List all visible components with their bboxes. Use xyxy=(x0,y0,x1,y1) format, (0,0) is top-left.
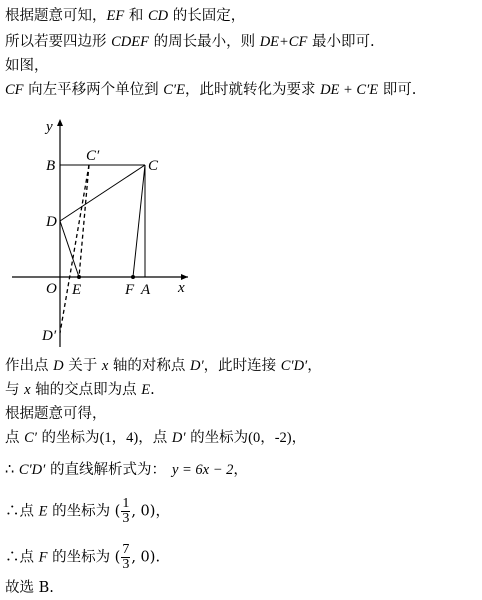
text-line-12 xyxy=(5,579,54,597)
math: E xyxy=(141,382,151,398)
text-line-5 xyxy=(5,357,322,375)
label-f: F xyxy=(125,282,135,298)
text: 的坐标为 xyxy=(36,430,100,446)
math: DE+CF xyxy=(259,34,308,50)
math: CD xyxy=(147,8,169,24)
text: ， xyxy=(291,430,307,446)
fraction-denominator: 3 xyxy=(122,557,130,572)
text-line-3 xyxy=(5,57,49,75)
text: 的直线解析式为： xyxy=(45,462,166,478)
text: 的坐标为 ( xyxy=(47,549,121,566)
segment-cf xyxy=(133,165,145,277)
text-line-9 xyxy=(5,461,248,479)
math: x xyxy=(101,358,109,374)
text: ， xyxy=(233,462,248,478)
text: ∴点 xyxy=(5,549,39,566)
fraction-numerator: 1 xyxy=(122,496,130,511)
math: C′D′ xyxy=(18,462,46,478)
text: 如图， xyxy=(5,58,49,74)
text: ，此时就转化为要求 xyxy=(184,82,321,98)
math: y = 6x − 2 xyxy=(171,462,234,478)
text: ， xyxy=(307,358,322,374)
text: , 0). xyxy=(131,549,161,566)
text: 根据题意可得， xyxy=(5,406,107,422)
text: 作出点 xyxy=(5,358,54,374)
text: 点 xyxy=(5,430,25,446)
label-c: C xyxy=(148,158,159,174)
math: CDEF xyxy=(111,34,149,50)
text-line-8 xyxy=(5,429,306,447)
text-line-6 xyxy=(5,381,155,399)
math: C′E xyxy=(163,82,185,98)
text-line-11 xyxy=(5,543,160,572)
math: E xyxy=(38,503,48,520)
text: ，此时连接 xyxy=(203,358,281,374)
text: ∴点 xyxy=(5,503,39,520)
math: DE + C′E xyxy=(320,82,379,98)
label-y: y xyxy=(46,119,53,135)
segment-de xyxy=(60,221,79,277)
fraction xyxy=(121,497,130,526)
math: C′D′ xyxy=(280,358,308,374)
label-cprime: C′ xyxy=(86,148,100,164)
text: 与 xyxy=(5,382,25,398)
text: , 0)， xyxy=(131,503,170,520)
text: 向左平移两个单位到 xyxy=(23,82,164,98)
text: ，点 xyxy=(138,430,172,446)
math: CF xyxy=(5,82,24,98)
label-b: B xyxy=(46,158,56,174)
text-line-1 xyxy=(5,7,245,25)
text: 的坐标为 xyxy=(185,430,249,446)
text-line-2 xyxy=(5,33,375,51)
math: F xyxy=(38,549,48,566)
segment-cprime-e xyxy=(79,165,89,277)
text: ∴ xyxy=(5,462,19,478)
label-dprime: D′ xyxy=(42,328,57,344)
fraction-denominator: 3 xyxy=(122,511,130,526)
label-d: D xyxy=(46,214,57,230)
math: D xyxy=(53,358,64,374)
text: 关于 xyxy=(63,358,102,374)
math: x xyxy=(24,382,31,398)
text-line-4 xyxy=(5,81,416,99)
text-line-10 xyxy=(5,497,170,526)
math: EF xyxy=(106,8,125,24)
math: (0，-2) xyxy=(248,430,292,446)
text: 和 xyxy=(124,8,148,24)
fraction-numerator: 7 xyxy=(122,542,130,557)
text: 故选 B. xyxy=(5,580,54,596)
text: 轴的对称点 xyxy=(108,358,190,374)
text: . xyxy=(150,382,155,398)
text: 的坐标为 ( xyxy=(47,503,121,520)
label-e: E xyxy=(72,282,82,298)
point-e xyxy=(77,275,81,279)
text: 即可. xyxy=(378,82,417,98)
fraction xyxy=(121,543,130,572)
label-a: A xyxy=(141,282,151,298)
math: (1，4) xyxy=(99,430,139,446)
text-line-7 xyxy=(5,405,107,423)
text: 的长固定， xyxy=(168,8,246,24)
y-axis-arrow-icon xyxy=(57,119,63,126)
coordinate-figure xyxy=(0,110,200,350)
text: 所以若要四边形 xyxy=(5,34,112,50)
label-x: x xyxy=(178,280,185,296)
point-f xyxy=(131,275,135,279)
text: 的周长最小，则 xyxy=(148,34,260,50)
math: C′ xyxy=(24,430,37,446)
math: D′ xyxy=(189,358,204,374)
text: 轴的交点即为点 xyxy=(30,382,142,398)
segment-cprime-dprime xyxy=(60,165,89,333)
segment-dc xyxy=(60,165,145,221)
text: 根据题意可知， xyxy=(5,8,107,24)
label-o: O xyxy=(46,281,57,297)
math: D′ xyxy=(171,430,186,446)
text: 最小即可. xyxy=(307,34,375,50)
